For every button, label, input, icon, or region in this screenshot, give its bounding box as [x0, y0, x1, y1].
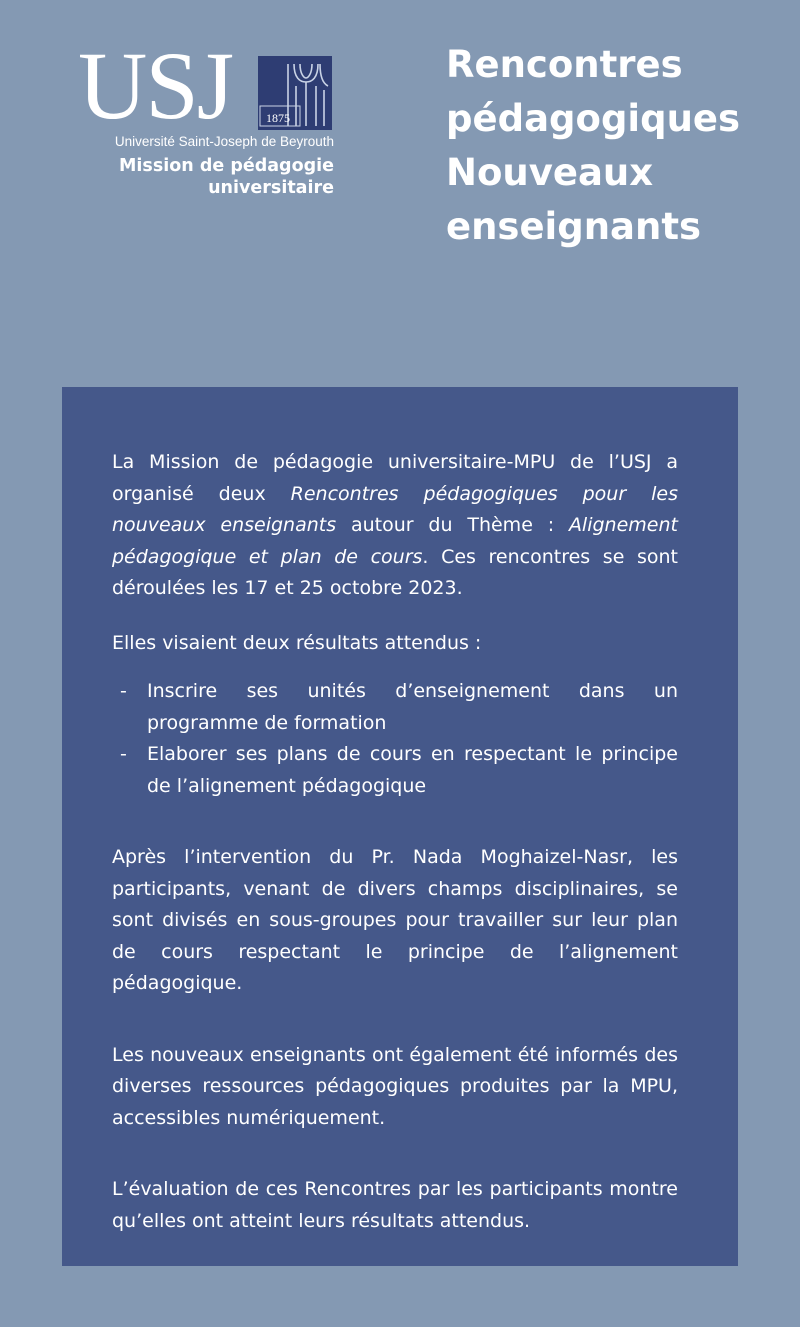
- usj-emblem-icon: [258, 56, 332, 130]
- intro-text: . Ces rencontres se sont déroulées les 17 et 25 octobre 2023.: [112, 545, 678, 599]
- title-line: Nouveaux: [446, 151, 654, 194]
- list-item: [112, 739, 678, 802]
- logo-year: 1875: [266, 111, 290, 125]
- logo-university-name: Université Saint-Joseph de Beyrouth: [114, 134, 334, 149]
- intro-emphasis: Rencontres pédagogiques pour les nouveaux enseignants: [112, 482, 678, 536]
- list-item-text: Elaborer ses plans de cours en respectant le principe de l’alignement pédagogique: [147, 743, 678, 797]
- intro-emphasis: Alignement pédagogique et plan de cours: [112, 514, 678, 568]
- list-item-text: Inscrire ses unités d’enseignement dans un programme de formation: [147, 680, 678, 734]
- page-title: [446, 38, 786, 254]
- content-panel: [62, 387, 738, 1266]
- intro-text: autour du Thème :: [336, 514, 569, 536]
- logo-mission-name: [90, 155, 334, 199]
- lead-paragraph: Elles visaient deux résultats attendus :: [112, 631, 482, 654]
- intro-paragraph: [112, 447, 678, 605]
- title-line: Rencontres: [446, 43, 683, 86]
- bullet-marker: -: [120, 680, 127, 702]
- usj-logo: [78, 32, 338, 210]
- logo-wordmark: USJ: [78, 32, 233, 139]
- article-body: [112, 447, 678, 1237]
- intro-text: La Mission de pédagogie universitaire-MPU de l’USJ a organisé deux: [112, 451, 678, 505]
- title-line: pédagogiques: [446, 97, 741, 140]
- body-paragraph: L’évaluation de ces Rencontres par les participants montre qu’elles ont atteint leurs résultats attendus.: [112, 1178, 678, 1232]
- results-list: [112, 676, 678, 802]
- body-paragraph: Les nouveaux enseignants ont également été informés des diverses ressources pédagogiques produites par la MPU, accessibles numériquement.: [112, 1043, 678, 1129]
- title-line: enseignants: [446, 205, 702, 248]
- logo-mission-line: Mission de pédagogie: [119, 156, 334, 176]
- bullet-marker: -: [120, 743, 127, 765]
- list-item: [112, 676, 678, 739]
- body-paragraph: Après l’intervention du Pr. Nada Moghaizel-Nasr, les participants, venant de divers champs disciplinaires, se sont divisés en sous-groupes pour travailler sur leur plan de cours respectant le principe de l’alignement pédagogique.: [112, 846, 678, 994]
- logo-mission-line: universitaire: [208, 178, 334, 198]
